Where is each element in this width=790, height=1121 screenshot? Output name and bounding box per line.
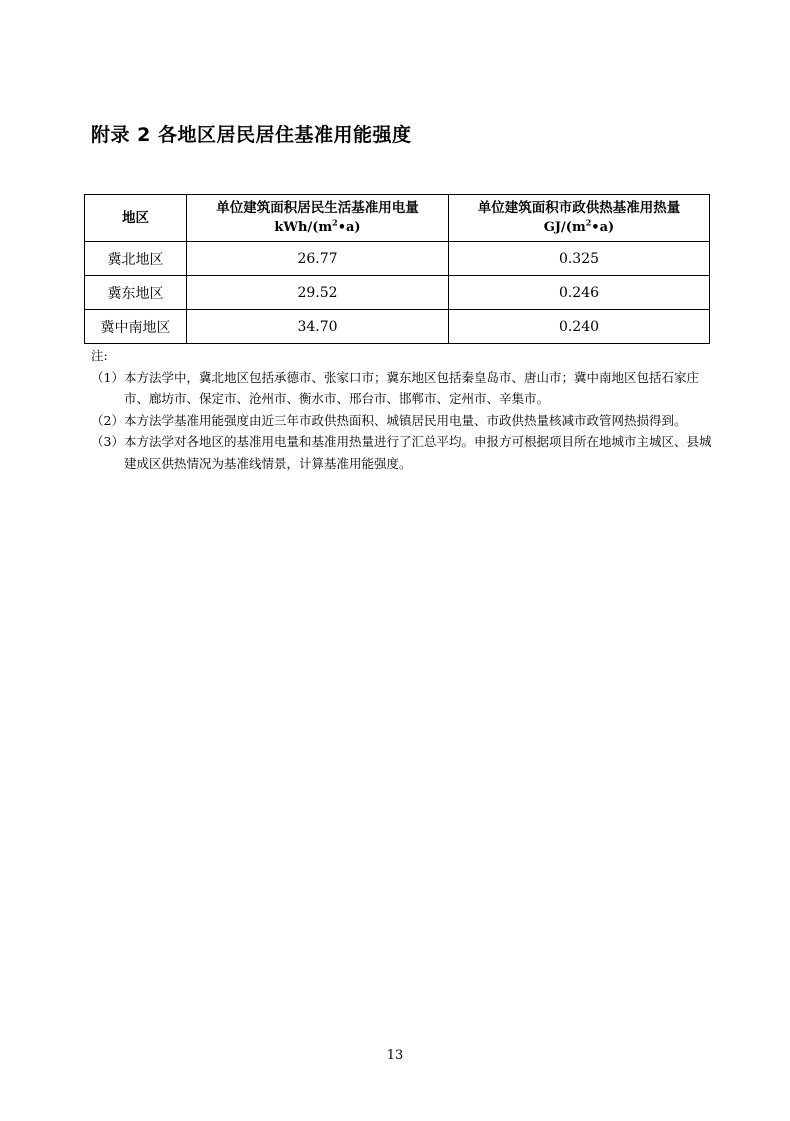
table-row — [85, 242, 710, 276]
note-item — [91, 431, 716, 474]
header-label: 单位建筑面积市政供热基准用热量 — [477, 200, 681, 216]
header-unit: kWh/$(m^2•a)$ — [274, 217, 361, 235]
note-number: （3） — [91, 434, 124, 449]
cell-electricity: 26.77 — [187, 242, 449, 276]
note-text: 本方法学对各地区的基准用电量和基准用热量进行了汇总平均。申报方可根据项目所在地城市主城区、县城建成区供热情况为基准线情景，计算基准用能强度。 — [123, 434, 712, 471]
note-number: （2） — [91, 412, 124, 428]
note-text: 本方法学中，冀北地区包括承德市、张家口市；冀东地区包括秦皇岛市、唐山市；冀中南地区包括石家庄市、廊坊市、保定市、沧州市、衡水市、邢台市、邯郸市、定州市、辛集市。 — [123, 369, 699, 406]
table-row — [85, 276, 710, 310]
cell-electricity: 29.52 — [187, 276, 449, 310]
header-electricity — [187, 195, 449, 242]
table-header-row — [85, 195, 710, 242]
cell-region: 冀北地区 — [85, 242, 187, 276]
header-label: 地区 — [122, 209, 149, 226]
notes-label: 注: — [91, 348, 108, 363]
cell-region: 冀中南地区 — [85, 310, 187, 344]
cell-heat: 0.240 — [449, 310, 710, 344]
note-text: 本方法学基准用能强度由近三年市政供热面积、城镇居民用电量、市政供热量核减市政管网热损得到。 — [123, 412, 687, 428]
header-region — [85, 195, 187, 242]
note-number: （1） — [91, 369, 124, 385]
page-number: 13 — [386, 1048, 404, 1063]
note-item — [91, 410, 716, 432]
header-heat — [449, 195, 710, 242]
page-title: 附录 2 各地区居民居住基准用能强度 — [91, 124, 412, 146]
header-unit: $GJ/(m^2•a)$ — [543, 217, 615, 235]
energy-intensity-table — [84, 194, 710, 344]
note-item — [91, 367, 716, 410]
cell-region: 冀东地区 — [85, 276, 187, 310]
table-row — [85, 310, 710, 344]
header-label: 单位建筑面积居民生活基准用电量 — [216, 200, 419, 216]
notes-section — [91, 345, 716, 474]
cell-heat: 0.246 — [449, 276, 710, 310]
cell-heat: 0.325 — [449, 242, 710, 276]
cell-electricity: 34.70 — [187, 310, 449, 344]
